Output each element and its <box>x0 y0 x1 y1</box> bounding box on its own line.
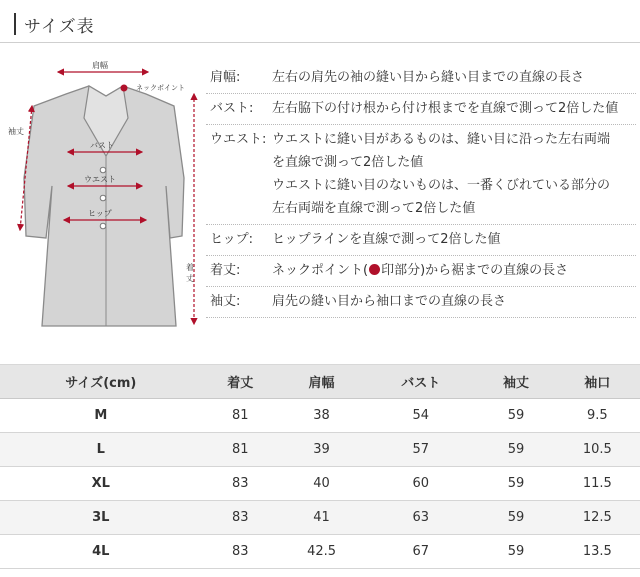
table-cell: 63 <box>364 501 477 535</box>
cell-size: 3L <box>0 501 202 535</box>
page-title <box>14 10 95 38</box>
label-shoulder: 肩幅 <box>92 61 108 70</box>
table-cell: 59 <box>477 501 554 535</box>
header-cuff: 袖口 <box>555 365 640 399</box>
def-length: 着丈: ネックポイント( 印部分)から裾までの直線の長さ <box>206 256 636 287</box>
size-table-header <box>0 365 640 399</box>
cell-size: L <box>0 433 202 467</box>
label-neck-point: ネックポイント <box>136 84 185 92</box>
size-table <box>0 364 640 569</box>
table-cell: 59 <box>477 535 554 569</box>
table-cell: 40 <box>279 467 364 501</box>
cell-size: 4L <box>0 535 202 569</box>
page-title-text: サイズ表 <box>24 16 95 37</box>
table-cell: 41 <box>279 501 364 535</box>
neck-point-dot <box>121 85 128 92</box>
table-cell: 38 <box>279 399 364 433</box>
table-cell: 54 <box>364 399 477 433</box>
header-length: 着丈 <box>202 365 279 399</box>
header-size: サイズ(cm) <box>0 365 202 399</box>
table-cell: 59 <box>477 399 554 433</box>
table-row <box>0 433 640 467</box>
coat-button <box>100 167 106 173</box>
label-bust: バスト <box>90 141 114 150</box>
def-hip: ヒップ: ヒップラインを直線で測って2倍した値 <box>206 225 636 256</box>
header-sleeve: 袖丈 <box>477 365 554 399</box>
table-cell: 9.5 <box>555 399 640 433</box>
label-sleeve: 袖丈 <box>8 127 24 136</box>
coat-button <box>100 195 106 201</box>
label-length-2: 丈 <box>186 274 194 283</box>
table-cell: 83 <box>202 535 279 569</box>
def-sleeve: 袖丈: 肩先の縫い目から袖口までの直線の長さ <box>206 287 636 318</box>
table-row <box>0 535 640 569</box>
definitions-list <box>206 63 636 318</box>
table-cell: 59 <box>477 433 554 467</box>
table-cell: 81 <box>202 433 279 467</box>
table-cell: 39 <box>279 433 364 467</box>
table-cell: 67 <box>364 535 477 569</box>
label-waist: ウエスト <box>84 175 116 184</box>
title-bar <box>14 13 16 35</box>
table-cell: 12.5 <box>555 501 640 535</box>
table-cell: 81 <box>202 399 279 433</box>
header-shoulder: 肩幅 <box>279 365 364 399</box>
table-cell: 59 <box>477 467 554 501</box>
table-cell: 42.5 <box>279 535 364 569</box>
title-divider <box>0 42 640 43</box>
cell-size: M <box>0 399 202 433</box>
label-length-1: 着 <box>186 263 194 272</box>
table-cell: 60 <box>364 467 477 501</box>
cell-size: XL <box>0 467 202 501</box>
table-cell: 57 <box>364 433 477 467</box>
table-row <box>0 467 640 501</box>
table-cell: 10.5 <box>555 433 640 467</box>
neck-point-marker-icon <box>369 264 380 275</box>
def-shoulder: 肩幅: 左右の肩先の袖の縫い目から縫い目までの直線の長さ <box>206 63 636 94</box>
coat-button <box>100 223 106 229</box>
header-bust: バスト <box>364 365 477 399</box>
def-waist: ウエスト: ウエストに縫い目があるものは、縫い目に沿った左右両端 を直線で測って2倍した値 ウエストに縫い目のないものは、一番くびれている部分の 左右両端を直線で測って2倍した値 <box>206 125 636 225</box>
coat-diagram <box>6 58 206 343</box>
table-row <box>0 501 640 535</box>
table-cell: 11.5 <box>555 467 640 501</box>
table-cell: 13.5 <box>555 535 640 569</box>
label-hip: ヒップ <box>88 209 112 218</box>
table-row <box>0 399 640 433</box>
table-cell: 83 <box>202 467 279 501</box>
table-cell: 83 <box>202 501 279 535</box>
def-bust: バスト: 左右脇下の付け根から付け根までを直線で測って2倍した値 <box>206 94 636 125</box>
